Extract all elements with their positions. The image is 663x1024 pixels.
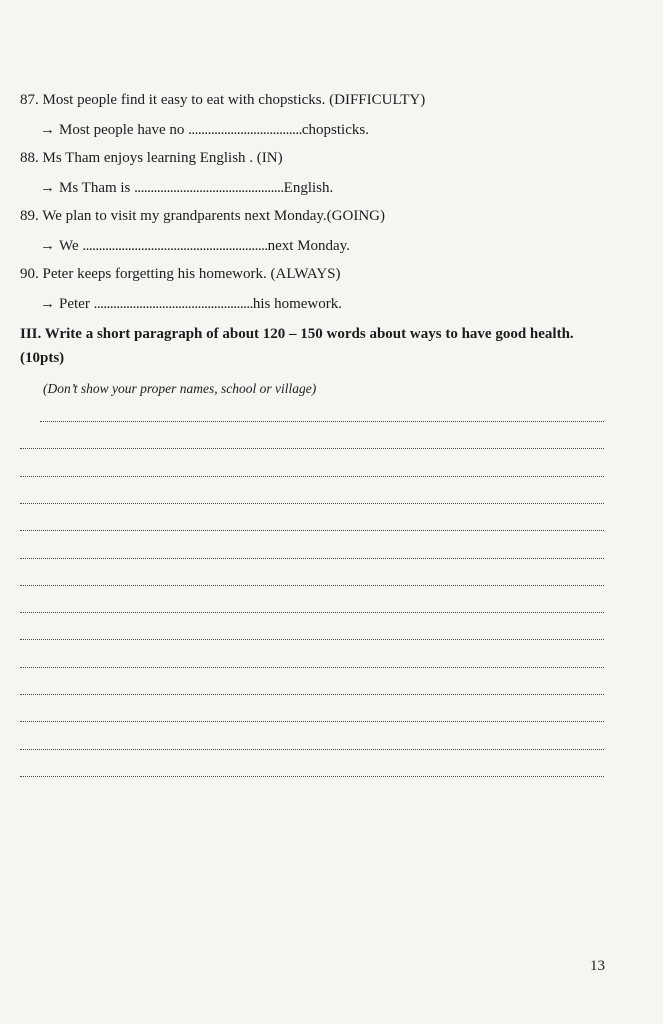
exercise-number: 90. <box>20 266 39 282</box>
writing-line[interactable] <box>20 776 604 777</box>
answer-end: English. <box>283 180 334 196</box>
arrow-icon: → <box>40 238 55 254</box>
writing-line[interactable] <box>20 476 604 477</box>
exercise-prompt: Peter keeps forgetting his homework. (ALWAYS) <box>42 266 341 282</box>
writing-line[interactable] <box>20 612 604 613</box>
answer-start: We <box>59 238 79 254</box>
arrow-icon: → <box>40 180 55 196</box>
answer-end: next Monday. <box>267 238 350 254</box>
answer-start: Most people have no <box>59 122 185 138</box>
writing-line[interactable] <box>40 421 604 422</box>
writing-line[interactable] <box>20 639 604 640</box>
writing-line[interactable] <box>20 694 604 695</box>
answer-end: his homework. <box>252 296 342 312</box>
answer-start: Ms Tham is <box>59 180 131 196</box>
answer-blank[interactable]: ......................................................... <box>82 238 268 254</box>
exercise-prompt: Ms Tham enjoys learning English . (IN) <box>42 150 283 166</box>
answer-start: Peter <box>59 296 90 312</box>
exercise-87-answer[interactable] <box>40 122 369 139</box>
exercise-prompt: Most people find it easy to eat with chopsticks. (DIFFICULTY) <box>42 92 426 108</box>
arrow-icon: → <box>40 122 55 138</box>
writing-line[interactable] <box>20 503 604 504</box>
exercise-88-answer[interactable] <box>40 180 333 197</box>
section-three-heading: III. Write a short paragraph of about 120 – 150 words about ways to have good health. (10pts) <box>20 326 574 366</box>
writing-line[interactable] <box>20 585 604 586</box>
exercise-88-prompt <box>20 150 283 167</box>
exercise-90-answer[interactable] <box>40 296 342 313</box>
answer-blank[interactable]: .............................................. <box>134 180 284 196</box>
writing-line[interactable] <box>20 721 604 722</box>
section-three-note: (Don’t show your proper names, school or village) <box>43 381 317 396</box>
arrow-icon: → <box>40 296 55 312</box>
exercise-89-answer[interactable] <box>40 238 350 255</box>
exercise-number: 88. <box>20 150 39 166</box>
writing-line[interactable] <box>20 749 604 750</box>
exercise-89-prompt <box>20 208 385 225</box>
writing-line[interactable] <box>20 448 604 449</box>
page-number: 13 <box>590 958 605 974</box>
writing-line[interactable] <box>20 558 604 559</box>
writing-line[interactable] <box>20 530 604 531</box>
exercise-number: 87. <box>20 92 39 108</box>
answer-blank[interactable]: ................................................. <box>93 296 253 312</box>
answer-end: chopsticks. <box>301 122 369 138</box>
writing-line[interactable] <box>20 667 604 668</box>
exercise-90-prompt <box>20 266 341 283</box>
answer-blank[interactable]: ................................... <box>188 122 302 138</box>
exercise-87-prompt <box>20 92 425 109</box>
exercise-prompt: We plan to visit my grandparents next Monday.(GOING) <box>42 208 385 224</box>
exercise-number: 89. <box>20 208 39 224</box>
